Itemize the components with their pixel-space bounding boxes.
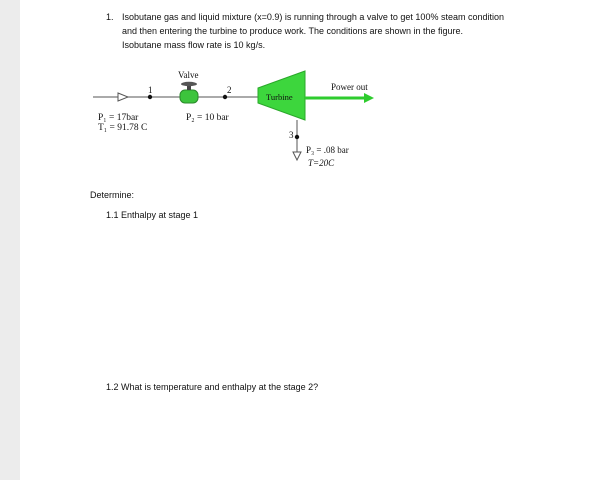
question-1-2: 1.2 What is temperature and enthalpy at the stage 2? <box>106 382 319 392</box>
valve-icon <box>180 82 198 103</box>
state-3-number: 3 <box>289 130 294 140</box>
inlet-arrow-icon <box>118 93 128 101</box>
p2-value: P₂ = 10 bar <box>186 113 229 123</box>
t3-value: T=20C <box>308 158 335 168</box>
problem-line-1: Isobutane gas and liquid mixture (x=0.9) is running through a valve to get 100% steam condition <box>122 12 504 22</box>
state-2-number: 2 <box>227 85 232 95</box>
question-1-1: 1.1 Enthalpy at stage 1 <box>106 210 199 220</box>
p1-value: P₁ = 17bar <box>98 113 139 123</box>
turbine-label: Turbine <box>266 92 293 102</box>
power-out-label: Power out <box>331 82 368 92</box>
exhaust-arrow-icon <box>293 152 301 160</box>
state-1-number: 1 <box>148 85 153 95</box>
state-1-dot <box>148 95 152 99</box>
state-2-dot <box>223 95 227 99</box>
valve-label: Valve <box>178 70 199 80</box>
problem-number: 1. <box>106 12 114 22</box>
problem-line-2: and then entering the turbine to produce work. The conditions are shown in the figure. <box>122 26 464 36</box>
power-out-arrow-icon <box>364 93 374 103</box>
t1-value: T₁ = 91.78 C <box>98 123 148 133</box>
p3-value: P₃ = .08 bar <box>306 145 349 155</box>
problem-line-3: Isobutane mass flow rate is 10 kg/s. <box>122 40 266 50</box>
determine-heading: Determine: <box>90 190 135 200</box>
state-3-dot <box>295 135 299 139</box>
